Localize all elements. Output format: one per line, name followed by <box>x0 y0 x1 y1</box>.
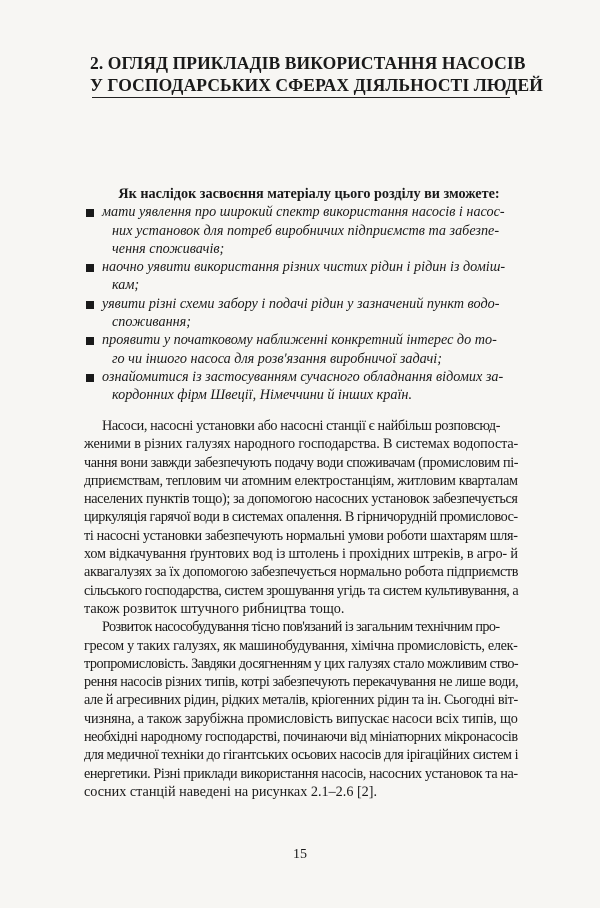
text-line: рення насосів різних типів, котрі забезпечують перекачування не лише води, <box>84 674 519 691</box>
text-line: сільського господарства, систем зрошування угідь та систем культивування, а <box>84 582 519 599</box>
text-line: Розвиток насособудування тісно пов'язаний із загальним технічним про- <box>102 619 500 636</box>
text-line: хом відкачування ґрунтових вод із штолень і прохідних штреків, в агро- й <box>84 546 518 563</box>
objective-line: го чи іншого насоса для розв'язання виробничої задачі; <box>112 350 442 367</box>
objective-line: проявити у початковому наближенні конкретний інтерес до то- <box>102 332 497 349</box>
text-line: чизняна, а також зарубіжна промисловість випускає насоси всіх типів, що <box>84 710 518 727</box>
text-line: населених пунктів тощо); за допомогою насосних установок забезпечується <box>84 491 518 508</box>
objective-item <box>86 368 518 405</box>
text-line: чання вони завжди забезпечують подачу води споживачам (промисловим пі- <box>84 454 519 471</box>
square-bullet-icon <box>86 374 94 382</box>
objective-line: мати уявлення про широкий спектр використання насосів і насос- <box>102 204 505 221</box>
text-line: але й агресивних рідин, рідких металів, кріогенних рідин та ін. Сьогодні віт- <box>84 692 518 709</box>
page-number: 15 <box>293 847 307 862</box>
text-line: сосних станцій наведені на рисунках 2.1–2.6 [2]. <box>84 783 378 800</box>
text-line: необхідні народному господарстві, починаючи від мініатюрних мікронасосів <box>84 729 518 746</box>
chapter-title-line-1: 2. ОГЛЯД ПРИКЛАДІВ ВИКОРИСТАННЯ НАСОСІВ <box>90 53 526 73</box>
square-bullet-icon <box>86 209 94 217</box>
title-underline <box>92 97 510 98</box>
objectives-heading: Як наслідок засвоєння матеріалу цього розділу ви зможете: <box>118 186 500 202</box>
text-line: женими в різних галузях народного господарства. В системах водопоста- <box>84 436 519 453</box>
text-line: гресом у таких галузях, як машинобудування, хімічна промисловість, елек- <box>84 637 518 654</box>
objective-item <box>86 331 518 368</box>
text-line: Насоси, насосні установки або насосні станції є найбільш розповсюд- <box>102 418 501 434</box>
text-line: також розвиток штучного рибництва тощо. <box>84 600 345 617</box>
text-line: ті насосні установки забезпечують нормальні умови роботи шахтарям шля- <box>84 527 518 544</box>
text-line: енергетики. Різні приклади використання насосів, насосних установок та на- <box>84 765 518 782</box>
paragraph <box>84 618 518 801</box>
objective-line: ознайомитися із застосуванням сучасного обладнання відомих за- <box>102 368 504 385</box>
objective-line: чення споживачів; <box>112 240 225 257</box>
square-bullet-icon <box>86 337 94 345</box>
paragraph <box>84 417 518 618</box>
chapter-title-line-2: У ГОСПОДАРСЬКИХ СФЕРАХ ДІЯЛЬНОСТІ ЛЮДЕЙ <box>90 75 543 95</box>
text-line: для медичної техніки до гігантських осьових насосів для ірігаційних систем і <box>84 747 519 764</box>
body-text <box>84 417 518 801</box>
text-line: тропромисловість. Завдяки досягненням у цих галузях стало можливим ство- <box>84 655 519 672</box>
objective-item <box>86 203 518 258</box>
chapter-title <box>90 52 543 96</box>
learning-objectives <box>86 185 518 405</box>
objective-line: них установок для потреб виробничих підприємств та забезпе- <box>112 222 500 239</box>
square-bullet-icon <box>86 301 94 309</box>
objective-line: кордонних фірм Швеції, Німеччини й інших країн. <box>112 387 412 404</box>
square-bullet-icon <box>86 264 94 272</box>
objective-line: уявити різні схеми забору і подачі рідин у зазначений пункт водо- <box>102 295 500 312</box>
text-line: дприємствам, тепловим чи атомним електростанціям, житловим кварталам <box>84 472 518 489</box>
objective-line: кам; <box>112 277 140 294</box>
objective-item <box>86 295 518 332</box>
objective-item <box>86 258 518 295</box>
objective-line: наочно уявити використання різних чистих рідин і рідин із доміш- <box>102 259 506 276</box>
text-line: циркуляція гарячої води в системах опалення. В гірничорудній промисловос- <box>84 509 518 526</box>
objective-line: споживання; <box>112 314 191 331</box>
text-line: аквагалузях за їх допомогою забезпечується нормально робота підприємств <box>84 564 519 581</box>
